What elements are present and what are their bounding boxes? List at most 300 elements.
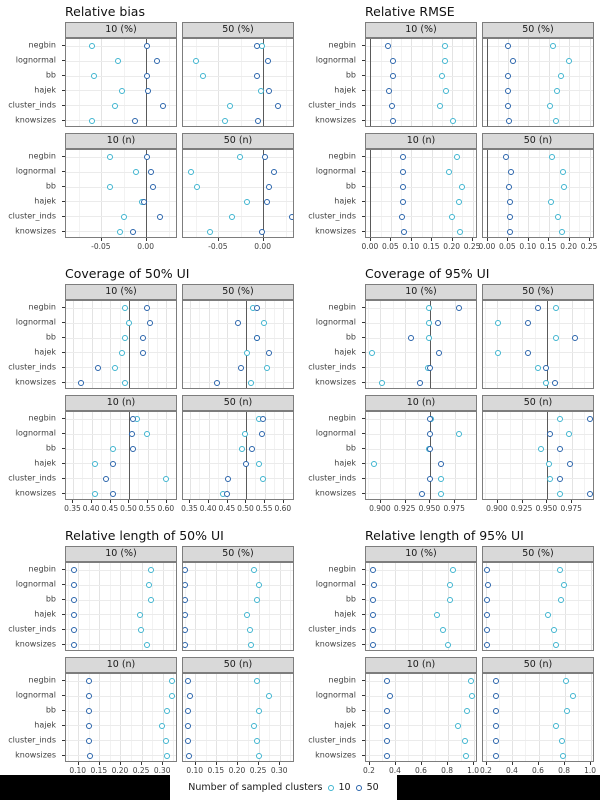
data-point-10-clusters: [564, 708, 570, 714]
gridline: [483, 419, 593, 420]
y-axis-label: cluster_inds: [8, 211, 56, 221]
gridline: [483, 76, 593, 77]
gridline: [483, 696, 593, 697]
gridline: [78, 674, 79, 761]
data-point-50-clusters: [506, 184, 512, 190]
data-point-50-clusters: [505, 43, 511, 49]
gridline: [448, 563, 449, 650]
x-tick-mark: [166, 500, 167, 503]
data-point-50-clusters: [408, 335, 414, 341]
gridline: [216, 674, 217, 761]
gridline: [418, 301, 419, 388]
gridline: [442, 412, 443, 499]
data-point-50-clusters: [140, 350, 146, 356]
facet-strip: 50 (n): [182, 395, 294, 411]
data-point-10-clusters: [137, 612, 143, 618]
data-point-50-clusters: [254, 305, 260, 311]
y-axis-label: negbin: [28, 675, 56, 685]
gridline: [461, 563, 462, 650]
y-tick-mark: [62, 493, 65, 494]
gridline: [92, 412, 93, 499]
data-point-10-clusters: [163, 476, 169, 482]
gridline: [366, 419, 476, 420]
gridline: [227, 674, 228, 761]
gridline: [483, 478, 593, 479]
data-point-50-clusters: [71, 612, 77, 618]
data-point-50-clusters: [389, 103, 395, 109]
gridline: [66, 755, 176, 756]
data-point-50-clusters: [86, 693, 92, 699]
gridline: [66, 419, 176, 420]
gridline: [483, 187, 593, 188]
gridline: [73, 412, 74, 499]
gridline: [265, 301, 266, 388]
data-point-50-clusters: [130, 229, 136, 235]
data-point-50-clusters: [525, 320, 531, 326]
y-axis-label: negbin: [328, 675, 356, 685]
data-point-10-clusters: [553, 118, 559, 124]
data-point-10-clusters: [434, 612, 440, 618]
gridline: [218, 39, 219, 126]
gridline: [422, 150, 423, 237]
facet-strip: 10 (%): [365, 22, 477, 38]
x-tick-mark: [546, 500, 547, 503]
gridline: [110, 563, 111, 650]
facet-strip: 50 (%): [182, 546, 294, 562]
gridline: [79, 39, 80, 126]
x-tick-label: 0.20: [228, 766, 246, 775]
gridline: [483, 61, 593, 62]
x-tick-label: 0.10: [69, 766, 87, 775]
reference-line: [547, 301, 548, 388]
data-point-50-clusters: [289, 214, 294, 220]
legend-marker-50-icon: [356, 785, 362, 791]
reference-line: [246, 412, 247, 499]
x-tick-mark: [431, 238, 432, 241]
y-tick-mark: [62, 216, 65, 217]
gridline: [183, 600, 293, 601]
gridline: [498, 39, 499, 126]
facet-strip: 50 (%): [482, 22, 594, 38]
gridline: [483, 755, 593, 756]
gridline: [382, 563, 383, 650]
gridline: [166, 412, 167, 499]
gridline: [195, 563, 196, 650]
gridline: [528, 39, 529, 126]
y-tick-mark: [362, 186, 365, 187]
y-tick-mark: [62, 120, 65, 121]
gridline: [148, 301, 149, 388]
legend-title: Number of sampled clusters: [188, 782, 323, 793]
data-point-10-clusters: [251, 567, 257, 573]
data-point-50-clusters: [103, 476, 109, 482]
data-point-10-clusters: [379, 380, 385, 386]
gridline: [528, 150, 529, 237]
gridline: [241, 150, 242, 237]
gridline: [539, 563, 540, 650]
x-tick-mark: [216, 762, 217, 765]
data-point-10-clusters: [561, 184, 567, 190]
x-tick-mark: [447, 762, 448, 765]
y-axis-label: hajek: [34, 609, 56, 619]
y-axis-label: negbin: [328, 40, 356, 50]
facet-strip: 10 (%): [65, 22, 177, 38]
x-tick-label: 0.925: [393, 504, 416, 513]
gridline: [483, 216, 593, 217]
y-tick-mark: [362, 478, 365, 479]
gridline: [183, 725, 293, 726]
data-point-10-clusters: [227, 103, 233, 109]
y-axis-label: bb: [45, 705, 56, 715]
gridline: [462, 39, 463, 126]
y-axis-label: cluster_inds: [8, 735, 56, 745]
y-axis-label: hajek: [34, 347, 56, 357]
gridline: [66, 478, 176, 479]
gridline: [483, 231, 593, 232]
gridline: [68, 563, 69, 650]
gridline: [442, 301, 443, 388]
gridline: [183, 644, 293, 645]
gridline: [183, 711, 293, 712]
y-tick-mark: [362, 90, 365, 91]
gridline: [274, 301, 275, 388]
gridline: [152, 674, 153, 761]
data-point-50-clusters: [150, 184, 156, 190]
data-point-10-clusters: [256, 461, 262, 467]
gridline: [190, 412, 191, 499]
data-point-10-clusters: [254, 678, 260, 684]
y-axis-label: knowsizes: [15, 377, 56, 387]
facet-strip: 10 (n): [365, 133, 477, 149]
y-tick-mark: [62, 156, 65, 157]
gridline: [462, 150, 463, 237]
data-point-50-clusters: [186, 753, 192, 759]
x-tick-mark: [141, 762, 142, 765]
data-point-50-clusters: [384, 678, 390, 684]
data-point-50-clusters: [427, 476, 433, 482]
gridline: [485, 301, 486, 388]
gridline: [578, 674, 579, 761]
gridline: [483, 46, 593, 47]
x-tick-label: 0.00: [254, 242, 271, 251]
data-point-50-clusters: [387, 693, 393, 699]
x-tick-label: 0.30: [153, 766, 171, 775]
gridline: [66, 323, 176, 324]
y-axis-label: hajek: [34, 196, 56, 206]
data-point-50-clusters: [144, 73, 150, 79]
gridline: [366, 614, 476, 615]
data-point-50-clusters: [400, 199, 406, 205]
data-point-10-clusters: [557, 491, 563, 497]
data-point-10-clusters: [92, 491, 98, 497]
y-tick-mark: [62, 322, 65, 323]
data-point-50-clusters: [400, 154, 406, 160]
y-tick-mark: [62, 448, 65, 449]
data-point-10-clusters: [558, 73, 564, 79]
gridline: [483, 600, 593, 601]
y-axis-label: lognormal: [315, 317, 356, 327]
y-axis-label: knowsizes: [315, 377, 356, 387]
y-tick-mark: [362, 629, 365, 630]
gridline: [255, 301, 256, 388]
gridline: [218, 150, 219, 237]
gridline: [366, 681, 476, 682]
data-point-50-clusters: [484, 612, 490, 618]
gridline: [206, 674, 207, 761]
data-point-50-clusters: [438, 461, 444, 467]
y-tick-mark: [62, 186, 65, 187]
gridline: [411, 39, 412, 126]
data-point-50-clusters: [399, 214, 405, 220]
data-point-10-clusters: [560, 753, 566, 759]
data-point-10-clusters: [442, 58, 448, 64]
gridline: [92, 301, 93, 388]
data-point-50-clusters: [144, 43, 150, 49]
gridline: [110, 674, 111, 761]
data-point-50-clusters: [385, 43, 391, 49]
gridline: [579, 150, 580, 237]
data-point-10-clusters: [548, 199, 554, 205]
y-axis-label: bb: [345, 70, 356, 80]
gridline: [590, 150, 591, 237]
y-axis-label: negbin: [328, 151, 356, 161]
data-point-50-clusters: [400, 184, 406, 190]
facet-strip: 50 (n): [482, 657, 594, 673]
data-point-50-clusters: [535, 305, 541, 311]
data-point-50-clusters: [401, 229, 407, 235]
data-point-10-clusters: [193, 58, 199, 64]
gridline: [442, 39, 443, 126]
data-point-50-clusters: [370, 567, 376, 573]
data-point-50-clusters: [370, 642, 376, 648]
gridline: [280, 563, 281, 650]
gridline: [183, 570, 293, 571]
y-axis-label: cluster_inds: [8, 362, 56, 372]
x-tick-label: 0.00: [361, 242, 379, 251]
x-tick-label: 0.20: [560, 242, 578, 251]
data-point-10-clusters: [244, 612, 250, 618]
gridline: [183, 308, 293, 309]
data-point-10-clusters: [207, 229, 213, 235]
gridline: [486, 674, 487, 761]
data-point-10-clusters: [553, 642, 559, 648]
facet-strip: 50 (n): [182, 133, 294, 149]
y-tick-mark: [362, 725, 365, 726]
x-tick-label: 0.60: [157, 504, 175, 513]
y-axis-label: lognormal: [15, 317, 56, 327]
gridline: [183, 352, 293, 353]
data-point-50-clusters: [484, 597, 490, 603]
data-point-10-clusters: [464, 708, 470, 714]
x-tick-mark: [162, 762, 163, 765]
y-tick-mark: [362, 322, 365, 323]
chart-title: Relative length of 95% UI: [365, 528, 524, 543]
gridline: [66, 740, 176, 741]
data-point-10-clusters: [426, 305, 432, 311]
gridline: [185, 674, 186, 761]
facet-strip: 50 (%): [182, 22, 294, 38]
data-point-10-clusters: [107, 184, 113, 190]
data-point-10-clusters: [248, 380, 254, 386]
gridline: [485, 412, 486, 499]
gridline: [525, 674, 526, 761]
facet-panel: [365, 38, 477, 127]
facet-panel: [65, 149, 177, 238]
gridline: [395, 674, 396, 761]
gridline: [559, 39, 560, 126]
y-axis-label: bb: [45, 332, 56, 342]
x-tick-label: 0.8: [441, 766, 453, 775]
facet-panel: [65, 411, 177, 500]
gridline: [366, 172, 476, 173]
gridline: [393, 412, 394, 499]
gridline: [183, 585, 293, 586]
gridline: [286, 39, 287, 126]
gridline: [401, 39, 402, 126]
data-point-50-clusters: [71, 627, 77, 633]
gridline: [483, 629, 593, 630]
y-tick-mark: [62, 352, 65, 353]
y-tick-mark: [362, 680, 365, 681]
x-tick-mark: [395, 762, 396, 765]
gridline: [66, 157, 176, 158]
gridline: [483, 644, 593, 645]
gridline: [237, 563, 238, 650]
facet-strip: 10 (%): [65, 284, 177, 300]
data-point-50-clusters: [185, 678, 191, 684]
gridline: [366, 740, 476, 741]
panel-group: [6, 266, 294, 514]
y-axis-label: lognormal: [315, 166, 356, 176]
gridline: [559, 301, 560, 388]
data-point-10-clusters: [256, 753, 262, 759]
gridline: [591, 563, 592, 650]
gridline: [66, 201, 176, 202]
gridline: [448, 674, 449, 761]
gridline: [269, 674, 270, 761]
x-tick-mark: [369, 762, 370, 765]
data-point-50-clusters: [419, 491, 425, 497]
gridline: [183, 493, 293, 494]
chart-title: Relative length of 50% UI: [65, 528, 224, 543]
data-point-10-clusters: [122, 305, 128, 311]
y-axis-label: bb: [345, 705, 356, 715]
x-tick-label: 0.950: [418, 504, 441, 513]
gridline: [422, 674, 423, 761]
gridline: [218, 301, 219, 388]
x-tick-mark: [128, 500, 129, 503]
y-tick-mark: [62, 90, 65, 91]
y-axis-label: hajek: [334, 196, 356, 206]
gridline: [131, 674, 132, 761]
data-point-10-clusters: [546, 461, 552, 467]
gridline: [552, 674, 553, 761]
facet-strip: 10 (n): [65, 133, 177, 149]
y-tick-mark: [362, 367, 365, 368]
data-point-10-clusters: [446, 169, 452, 175]
data-point-50-clusters: [370, 627, 376, 633]
reference-line: [430, 301, 431, 388]
y-axis-label: negbin: [28, 564, 56, 574]
facet-panel: [65, 673, 177, 762]
gridline: [418, 412, 419, 499]
gridline: [183, 231, 293, 232]
gridline: [455, 412, 456, 499]
gridline: [152, 563, 153, 650]
y-axis-label: cluster_inds: [308, 362, 356, 372]
data-point-10-clusters: [194, 184, 200, 190]
panel-group: [6, 4, 294, 252]
data-point-10-clusters: [126, 320, 132, 326]
data-point-10-clusters: [545, 612, 551, 618]
data-point-10-clusters: [164, 753, 170, 759]
facet-panel: [182, 300, 294, 389]
gridline: [572, 412, 573, 499]
y-tick-mark: [362, 463, 365, 464]
y-tick-mark: [62, 478, 65, 479]
gridline: [366, 323, 476, 324]
data-point-10-clusters: [112, 103, 118, 109]
data-point-10-clusters: [570, 693, 576, 699]
facet-panel: [65, 38, 177, 127]
data-point-50-clusters: [182, 567, 188, 573]
gridline: [99, 563, 100, 650]
y-tick-mark: [362, 201, 365, 202]
data-point-50-clusters: [266, 350, 272, 356]
gridline: [255, 412, 256, 499]
data-point-10-clusters: [159, 723, 165, 729]
facet-strip: 10 (%): [365, 284, 477, 300]
gridline: [381, 150, 382, 237]
x-tick-mark: [72, 500, 73, 503]
reference-line: [370, 39, 371, 126]
data-point-50-clusters: [235, 320, 241, 326]
data-point-50-clusters: [259, 229, 265, 235]
data-point-10-clusters: [447, 582, 453, 588]
data-point-50-clusters: [154, 58, 160, 64]
gridline: [183, 614, 293, 615]
facet-panel: [65, 562, 177, 651]
data-point-10-clusters: [559, 738, 565, 744]
gridline: [381, 39, 382, 126]
gridline: [66, 187, 176, 188]
gridline: [73, 301, 74, 388]
y-tick-mark: [362, 75, 365, 76]
gridline: [366, 105, 476, 106]
gridline: [183, 696, 293, 697]
gridline: [66, 463, 176, 464]
data-point-10-clusters: [89, 118, 95, 124]
panel-group: [306, 528, 597, 776]
data-point-10-clusters: [115, 58, 121, 64]
legend: [170, 775, 397, 800]
gridline: [183, 740, 293, 741]
gridline: [183, 478, 293, 479]
y-tick-mark: [362, 105, 365, 106]
gridline: [539, 674, 540, 761]
data-point-10-clusters: [256, 708, 262, 714]
y-tick-mark: [362, 695, 365, 696]
data-point-10-clusters: [242, 431, 248, 437]
gridline: [185, 563, 186, 650]
legend-label-10: 10: [338, 782, 351, 793]
x-tick-label: 0.35: [181, 504, 198, 513]
gridline: [218, 412, 219, 499]
data-point-50-clusters: [182, 627, 188, 633]
data-point-50-clusters: [187, 693, 193, 699]
chart-title: Coverage of 95% UI: [365, 266, 490, 281]
gridline: [474, 563, 475, 650]
